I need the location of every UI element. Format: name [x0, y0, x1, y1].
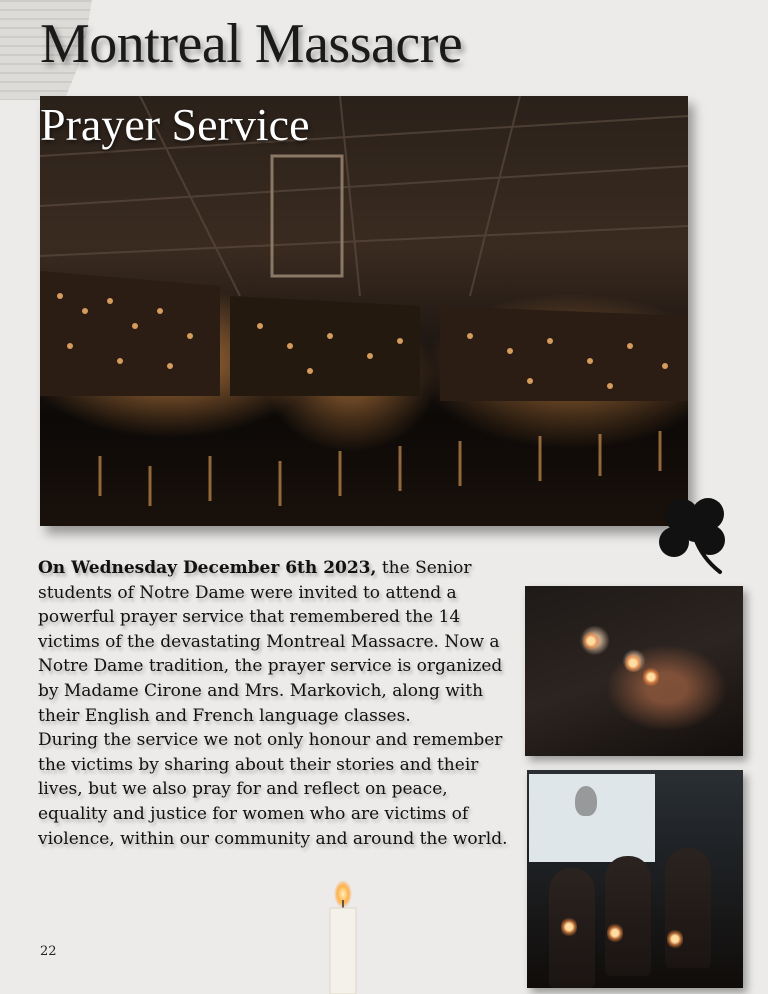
candle-icon [326, 880, 360, 994]
page-subtitle: Prayer Service [40, 99, 310, 150]
article-lead: On Wednesday December 6th 2023, [38, 558, 377, 578]
candle-glow [583, 630, 599, 652]
candle-glow [667, 928, 683, 950]
candle-glow [643, 666, 659, 688]
article-paragraph-1 [38, 556, 518, 728]
student-figure [605, 856, 651, 976]
students-candles-photo [525, 586, 743, 756]
shamrock-icon [650, 488, 740, 578]
projector-screen [529, 774, 655, 862]
portrait-image [575, 786, 597, 816]
article-paragraph-2: During the service we not only honour and remember the victims by sharing about their stories and their lives, but we also pray for and reflect on peace, equality and justice for women who are victims of violence, within our community and around the world. [38, 730, 508, 849]
candle-glow [625, 652, 641, 674]
article-paragraph-1-text: the Senior students of Notre Dame were invited to attend a powerful prayer service that remembered the 14 victims of the devastating Montreal Massacre. Now a Notre Dame tradition, the prayer service is organized by Madame Cirone and Mrs. Markovich, along with their English and French language classes. [38, 558, 503, 726]
student-figure [665, 848, 711, 968]
presenters-photo [527, 770, 743, 988]
article-body [38, 556, 518, 851]
gym-candle-photo [40, 96, 688, 526]
page-number: 22 [40, 944, 57, 959]
gym-scene-illustration [40, 96, 688, 526]
page-title: Montreal Massacre [40, 13, 463, 75]
candle-glow [607, 922, 623, 944]
candle-glow [561, 916, 577, 938]
